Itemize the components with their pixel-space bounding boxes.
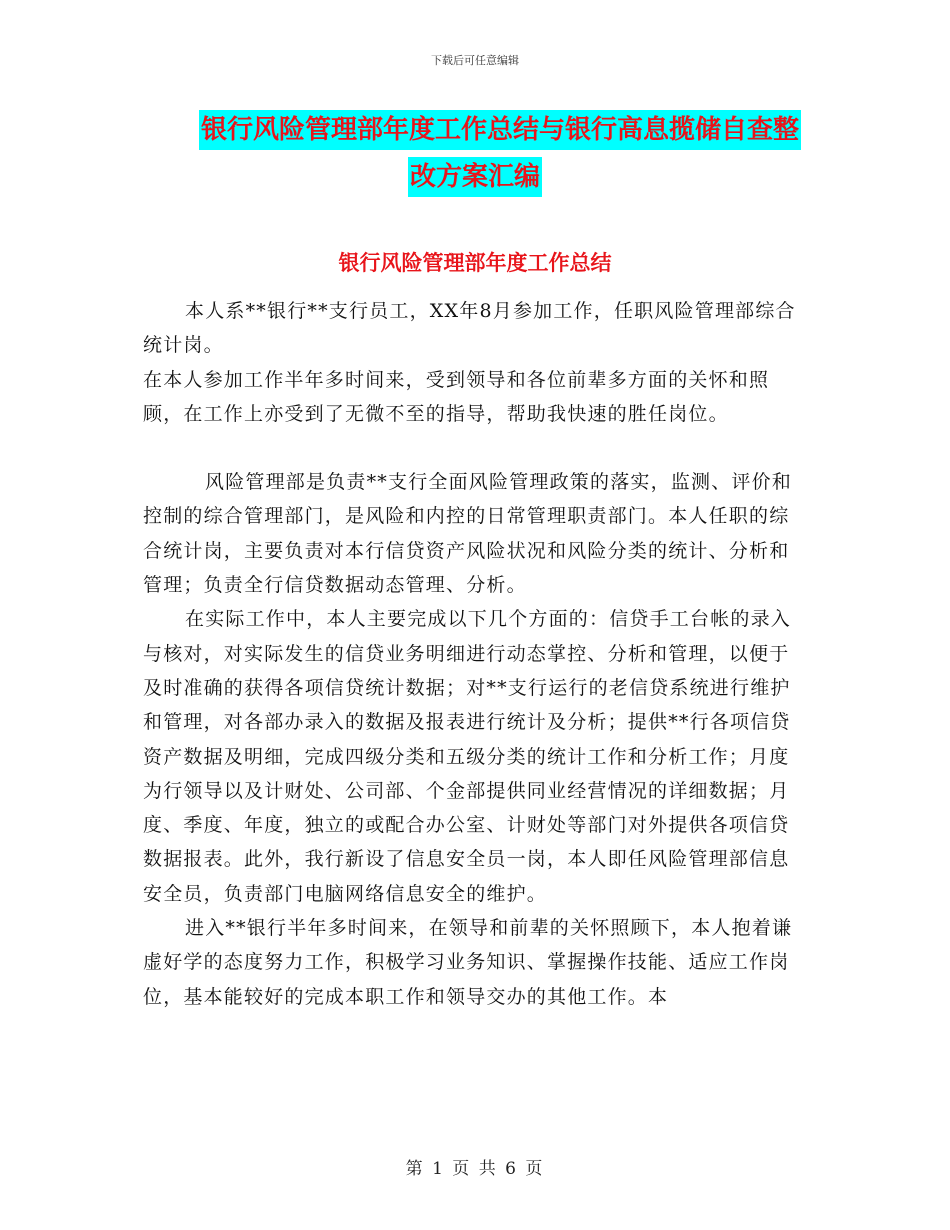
paragraph-intro: 本人系**银行**支行员工，XX年8月参加工作，任职风险管理部综合统计岗。 — [143, 300, 796, 357]
paragraph-gap — [143, 431, 799, 465]
section-title: 银行风险管理部年度工作总结 — [338, 250, 612, 275]
document-title-line-1: 银行风险管理部年度工作总结与银行高息揽储自查整 — [199, 110, 801, 150]
paragraph-duties: 在实际工作中，本人主要完成以下几个方面的：信贷手工台帐的录入与核对，对实际发生的信贷业务明细进行动态掌控、分析和管理，以便于及时准确的获得各项信贷统计数据；对**支行运行的老信贷系统进行维护和管理，对各部办录入的数据及报表进行统计及分析；提供**行各项信贷资产数据及明细，完成四级分类和五级分类的统计工作和分析工作；月度为行领导以及计财处、公司部、个金部提供同业经营情况的详细数据；月度、季度、年度，独立的或配合办公室、计财处等部门对外提供各项信贷数据报表。此外，我行新设了信息安全员一岗，本人即任风险管理部信息安全员，负责部门电脑网络信息安全的维护。 — [143, 608, 792, 905]
page-header-note: 下载后可任意编辑 — [431, 54, 519, 67]
paragraph-summary: 进入**银行半年多时间来，在领导和前辈的关怀照顾下，本人抱着谦虚好学的态度努力工作，积极学习业务知识、掌握操作技能、适应工作岗位，基本能较好的完成本职工作和领导交办的其他工作。本 — [143, 917, 793, 1008]
document-title — [0, 110, 950, 197]
document-title-line-2: 改方案汇编 — [408, 157, 542, 197]
document-body — [143, 294, 799, 1014]
paragraph-department: 风险管理部是负责**支行全面风险管理政策的落实，监测、评价和控制的综合管理部门，是风险和内控的日常管理职责部门。本人任职的综合统计岗，主要负责对本行信贷资产风险状况和风险分类的统计、分析和管理；负责全行信贷数据动态管理、分析。 — [143, 471, 793, 597]
paragraph-thanks: 在本人参加工作半年多时间来，受到领导和各位前辈多方面的关怀和照顾，在工作上亦受到了无微不至的指导，帮助我快速的胜任岗位。 — [143, 368, 770, 425]
page-number: 第 1 页 共 6 页 — [405, 1159, 545, 1179]
